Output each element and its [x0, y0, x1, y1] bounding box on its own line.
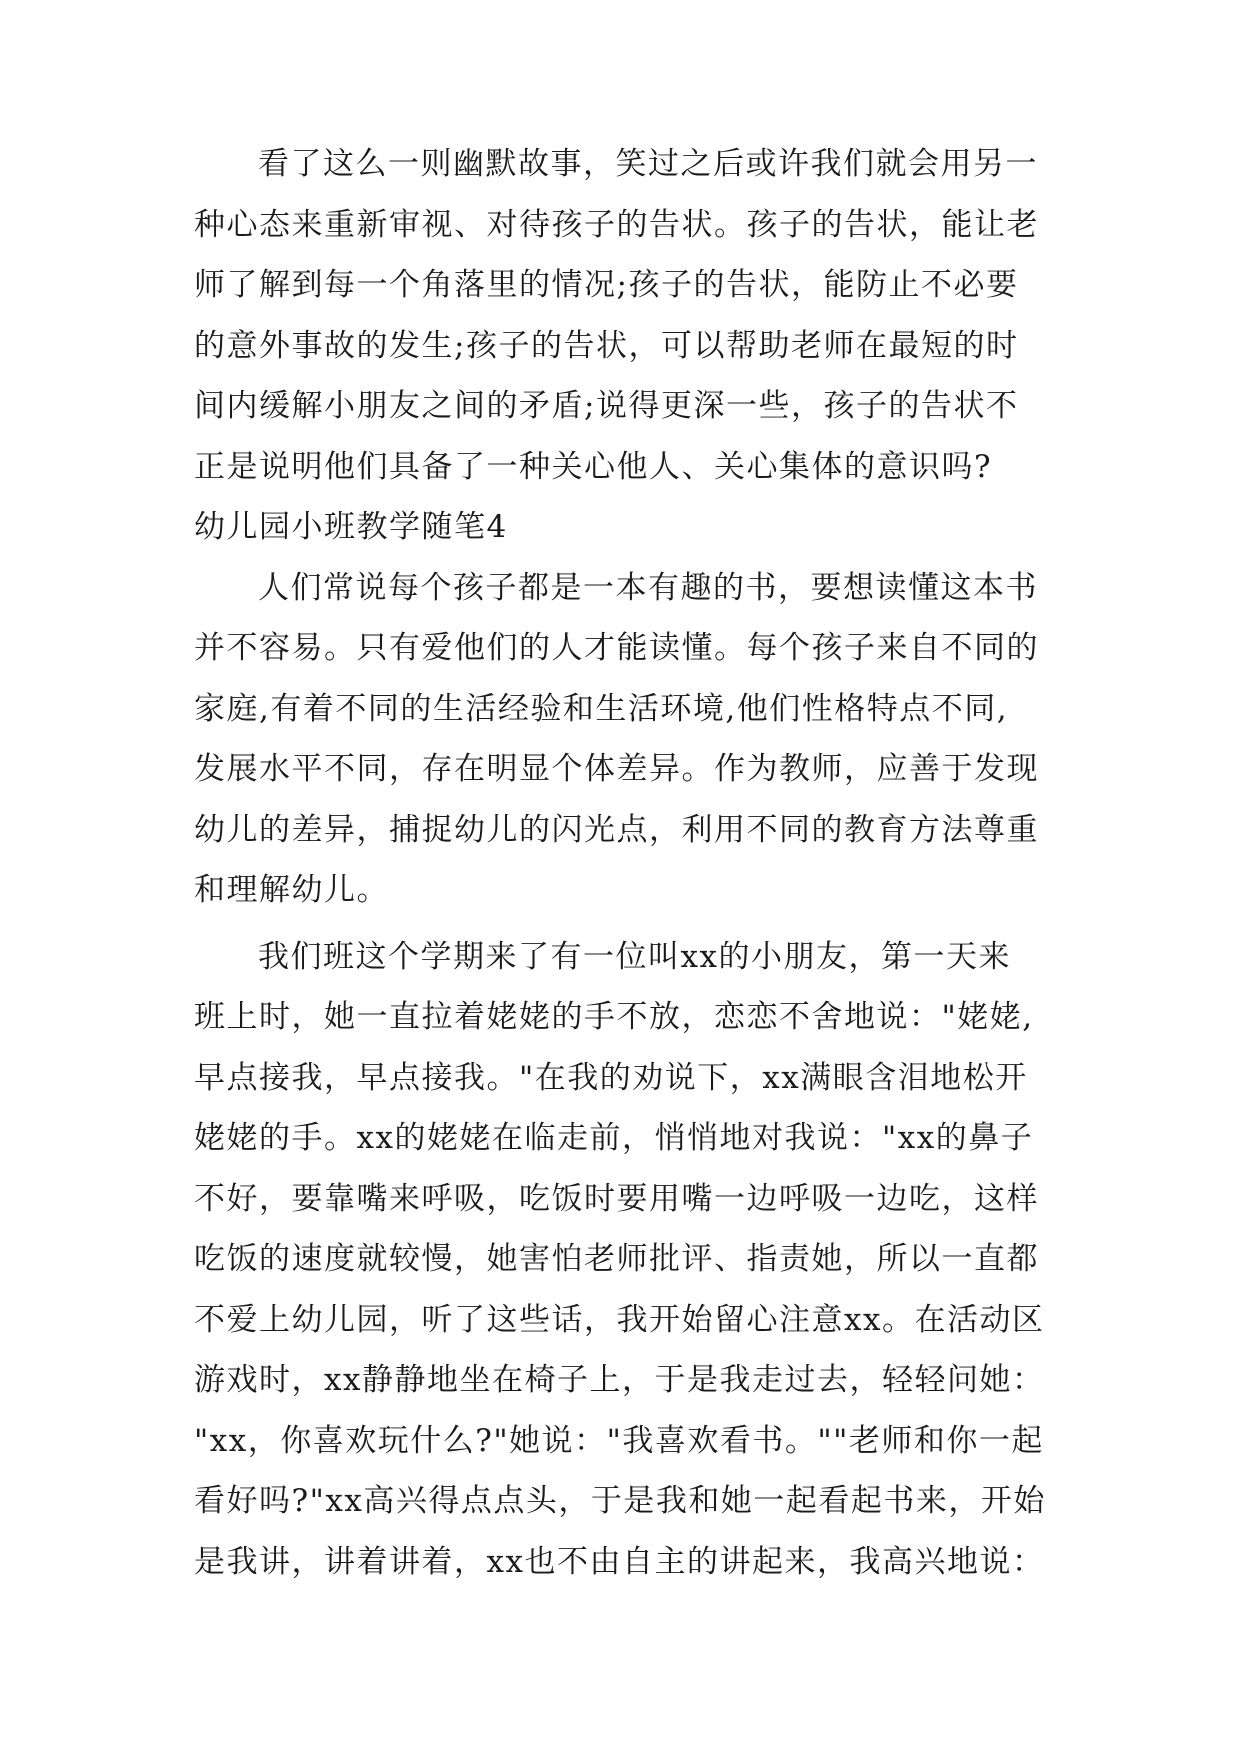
- text-line: 并不容易。只有爱他们的人才能读懂。每个孩子来自不同的: [194, 630, 1039, 666]
- text-line: 家庭,有着不同的生活经验和生活环境,他们性格特点不同,: [194, 690, 1009, 727]
- text-line: 班上时，她一直拉着姥姥的手不放，恋恋不舍地说："姥姥,: [194, 999, 1034, 1035]
- text-line: 师了解到每一个角落里的情况;孩子的告状，能防止不必要: [194, 267, 1019, 303]
- paragraph-humor-story: [194, 134, 1054, 497]
- text-line: 正是说明他们具备了一种关心他人、关心集体的意识吗?: [194, 448, 993, 485]
- text-line: 发展水平不同，存在明显个体差异。作为教师，应善于发现: [194, 751, 1039, 787]
- text-line: 种心态来重新审视、对待孩子的告状。孩子的告状，能让老: [194, 206, 1039, 243]
- text-line: 吃饭的速度就较慢，她害怕老师批评、指责她，所以一直都: [194, 1241, 1039, 1277]
- text-line: 幼儿的差异，捕捉幼儿的闪光点，利用不同的教育方法尊重: [194, 811, 1039, 848]
- text-line: 看了这么一则幽默故事，笑过之后或许我们就会用另一: [258, 146, 1038, 182]
- text-line: 游戏时，xx静静地坐在椅子上，于是我走过去，轻轻问她：: [194, 1362, 1045, 1398]
- paragraph-xx-story: [194, 927, 1054, 1593]
- text-line: 间内缓解小朋友之间的矛盾;说得更深一些，孩子的告状不: [194, 388, 1019, 424]
- text-line: 和理解幼儿。: [194, 872, 389, 908]
- text-line: 我们班这个学期来了有一位叫xx的小朋友，第一天来: [258, 938, 1011, 975]
- text-line: "xx，你喜欢玩什么?"她说："我喜欢看书。""老师和你一起: [194, 1422, 1044, 1459]
- paragraph-children-books: [194, 558, 1054, 921]
- text-line: 看好吗?"xx高兴得点点头，于是我和她一起看起书来，开始: [194, 1483, 1046, 1519]
- text-line: 是我讲，讲着讲着，xx也不由自主的讲起来，我高兴地说：: [194, 1543, 1045, 1580]
- text-line: 不好，要靠嘴来呼吸，吃饭时要用嘴一边呼吸一边吃，这样: [194, 1180, 1039, 1217]
- text-line: 不爱上幼儿园，听了这些话，我开始留心注意xx。在活动区: [194, 1301, 1045, 1338]
- text-line: 早点接我，早点接我。"在我的劝说下，xx满眼含泪地松开: [194, 1059, 1028, 1096]
- text-line: 的意外事故的发生;孩子的告状，可以帮助老师在最短的时: [194, 327, 1019, 364]
- text-line: 人们常说每个孩子都是一本有趣的书，要想读懂这本书: [258, 569, 1038, 606]
- document-body: [194, 134, 1054, 1592]
- section-heading: 幼儿园小班教学随笔4: [194, 509, 508, 545]
- text-line: 姥姥的手。xx的姥姥在临走前，悄悄地对我说："xx的鼻子: [194, 1120, 1034, 1156]
